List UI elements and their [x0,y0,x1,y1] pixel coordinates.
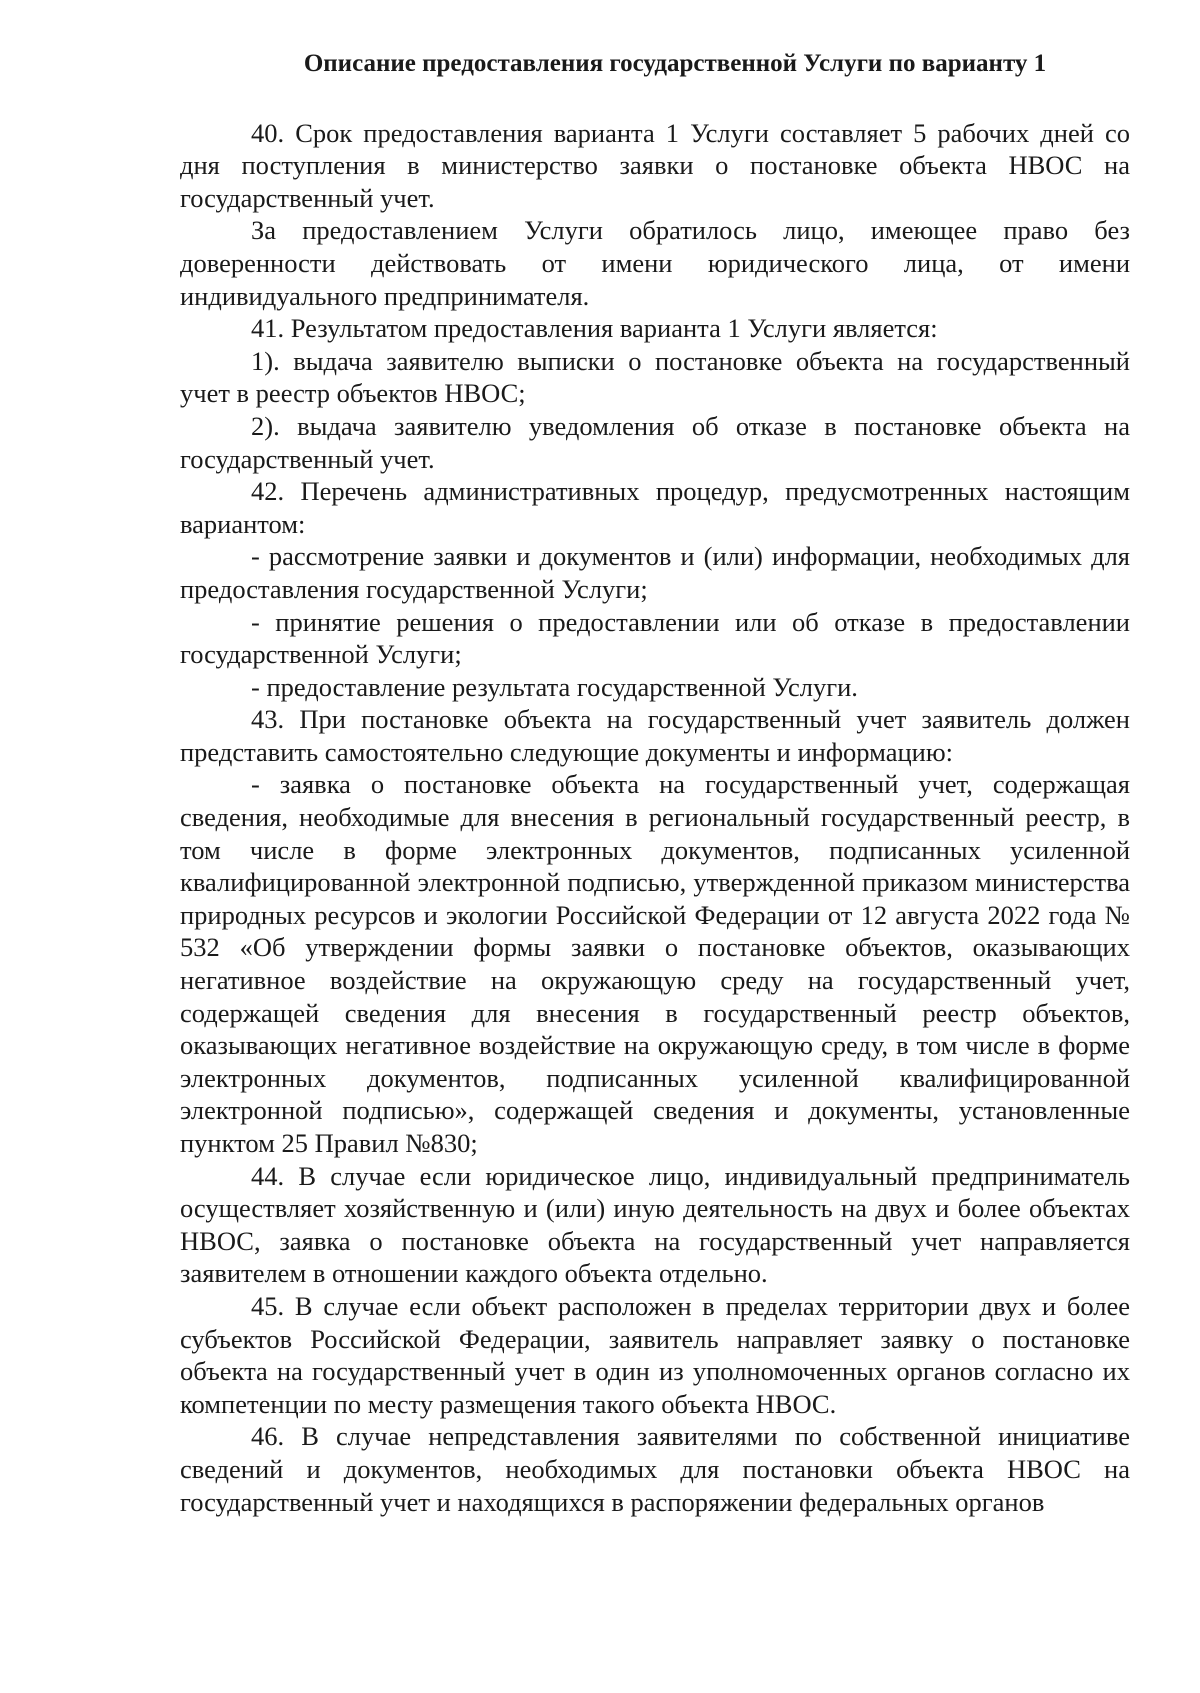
paragraph-42: 42. Перечень административных процедур, предусмотренных настоящим вариантом: [180,476,1130,539]
paragraph-45: 45. В случае если объект расположен в пределах территории двух и более субъектов Российской Федерации, заявитель направляет заявку о постановке объекта на государственный учет в один из уполномоченных органов согласно их компетенции по месту размещения такого объекта НВОС. [180,1290,1130,1419]
document-page [180,40,1130,1518]
paragraph-41: 41. Результатом предоставления варианта 1 Услуги является: [251,313,938,344]
paragraph-46: 46. В случае непредставления заявителями по собственной инициативе сведений и документов, необходимых для постановки объекта НВОС на государственный учет и находящихся в распоряжении федеральных органов [180,1421,1130,1517]
list-item-procedure-1: - рассмотрение заявки и документов и (или) информации, необходимых для предоставления государственной Услуги; [180,541,1130,604]
list-item-result-1: 1). выдача заявителю выписки о постановке объекта на государственный учет в реестр объектов НВОС; [180,345,1130,409]
paragraph-applicant: За предоставлением Услуги обратилось лицо, имеющее право без доверенности действовать от имени юридического лица, от имени индивидуального предпринимателя. [180,215,1130,311]
list-item-procedure-2: - принятие решения о предоставлении или об отказе в предоставлении государственной Услуги; [180,606,1130,670]
document-title: Описание предоставления государственной Услуги по варианту 1 [303,50,1047,77]
paragraph-40: 40. Срок предоставления варианта 1 Услуги составляет 5 рабочих дней со дня поступления в министерство заявки о постановке объекта НВОС на государственный учет. [180,117,1130,213]
list-item-application: - заявка о постановке объекта на государственный учет, содержащая сведения, необходимые для внесения в региональный государственный реестр, в том числе в форме электронных документов, подписанных усиленной квалифицированной электронной подписью, утвержденной приказом министерства природных ресурсов и экологии Российской Федерации от 12 августа 2022 года № 532 «Об утверждении формы заявки о постановке объектов, оказывающих негативное воздействие на окружающую среду на государственный учет, содержащей сведения для внесения в государственный реестр объектов, оказывающих негативное воздействие на окружающую среду, в том числе в форме электронных документов, подписанных усиленной квалифицированной электронной подписью», содержащей сведения и документы, установленные пунктом 25 Правил №830; [180,769,1130,1158]
list-item-result-2: 2). выдача заявителю уведомления об отказе в постановке объекта на государственный учет. [180,410,1130,474]
paragraph-44: 44. В случае если юридическое лицо, индивидуальный предприниматель осуществляет хозяйственную и (или) иную деятельность на двух и более объектах НВОС, заявка о постановке объекта на государственный учет направляется заявителем в отношении каждого объекта отдельно. [180,1160,1130,1289]
list-item-procedure-3: - предоставление результата государственной Услуги. [251,671,858,702]
paragraph-43: 43. При постановке объекта на государственный учет заявитель должен представить самостоятельно следующие документы и информацию: [180,704,1130,767]
